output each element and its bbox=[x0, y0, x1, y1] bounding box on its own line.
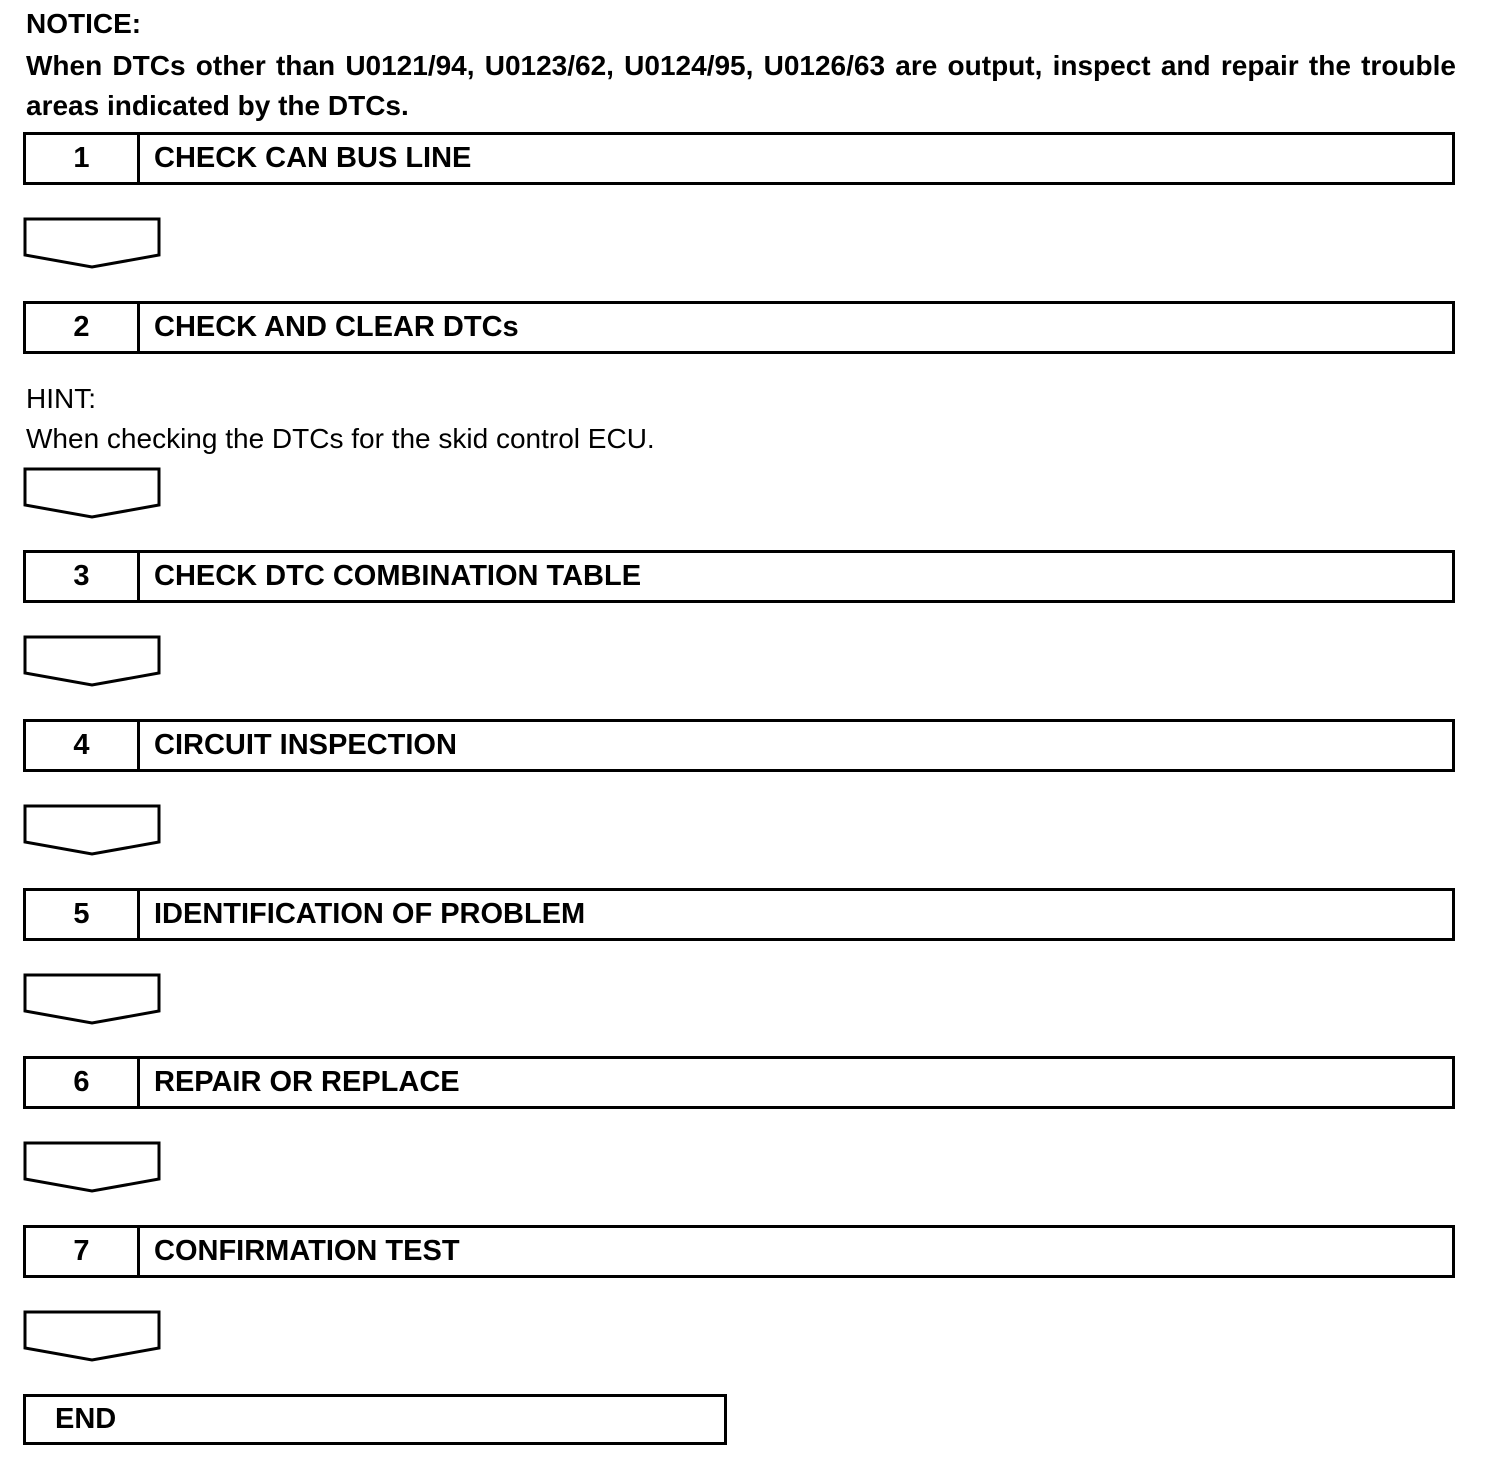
step-1 bbox=[23, 132, 1455, 185]
step-number: 5 bbox=[26, 891, 140, 938]
step-2 bbox=[23, 301, 1455, 354]
step-number: 7 bbox=[26, 1228, 140, 1275]
step-title: CHECK DTC COMBINATION TABLE bbox=[154, 560, 642, 592]
down-flow-arrow-icon bbox=[23, 635, 161, 687]
step-title: REPAIR OR REPLACE bbox=[154, 1066, 460, 1098]
step-number: 2 bbox=[26, 304, 140, 351]
step-3 bbox=[23, 550, 1455, 603]
hint-title: HINT: bbox=[26, 383, 96, 414]
down-flow-arrow-icon bbox=[23, 804, 161, 856]
notice-title: NOTICE: bbox=[26, 8, 142, 39]
step-number: 6 bbox=[26, 1059, 140, 1106]
step-4 bbox=[23, 719, 1455, 772]
step-title: IDENTIFICATION OF PROBLEM bbox=[154, 898, 586, 930]
down-flow-arrow-icon bbox=[23, 1310, 161, 1362]
down-flow-arrow-icon bbox=[23, 217, 161, 269]
end-box: END bbox=[23, 1394, 727, 1445]
step-title: CHECK AND CLEAR DTCs bbox=[154, 311, 519, 343]
step-7 bbox=[23, 1225, 1455, 1278]
hint-text: When checking the DTCs for the skid control ECU. bbox=[26, 423, 655, 454]
step-title: CONFIRMATION TEST bbox=[154, 1235, 460, 1267]
step-number: 3 bbox=[26, 553, 140, 600]
step-title: CIRCUIT INSPECTION bbox=[154, 729, 457, 761]
step-number: 1 bbox=[26, 135, 140, 182]
step-6 bbox=[23, 1056, 1455, 1109]
step-title: CHECK CAN BUS LINE bbox=[154, 142, 472, 174]
step-number: 4 bbox=[26, 722, 140, 769]
notice-text: When DTCs other than U0121/94, U0123/62, U0124/95, U0126/63 are output, inspect and repair the trouble areas indicated by the DTCs. bbox=[26, 50, 1456, 121]
down-flow-arrow-icon bbox=[23, 973, 161, 1025]
down-flow-arrow-icon bbox=[23, 1141, 161, 1193]
step-5 bbox=[23, 888, 1455, 941]
down-flow-arrow-icon bbox=[23, 467, 161, 519]
